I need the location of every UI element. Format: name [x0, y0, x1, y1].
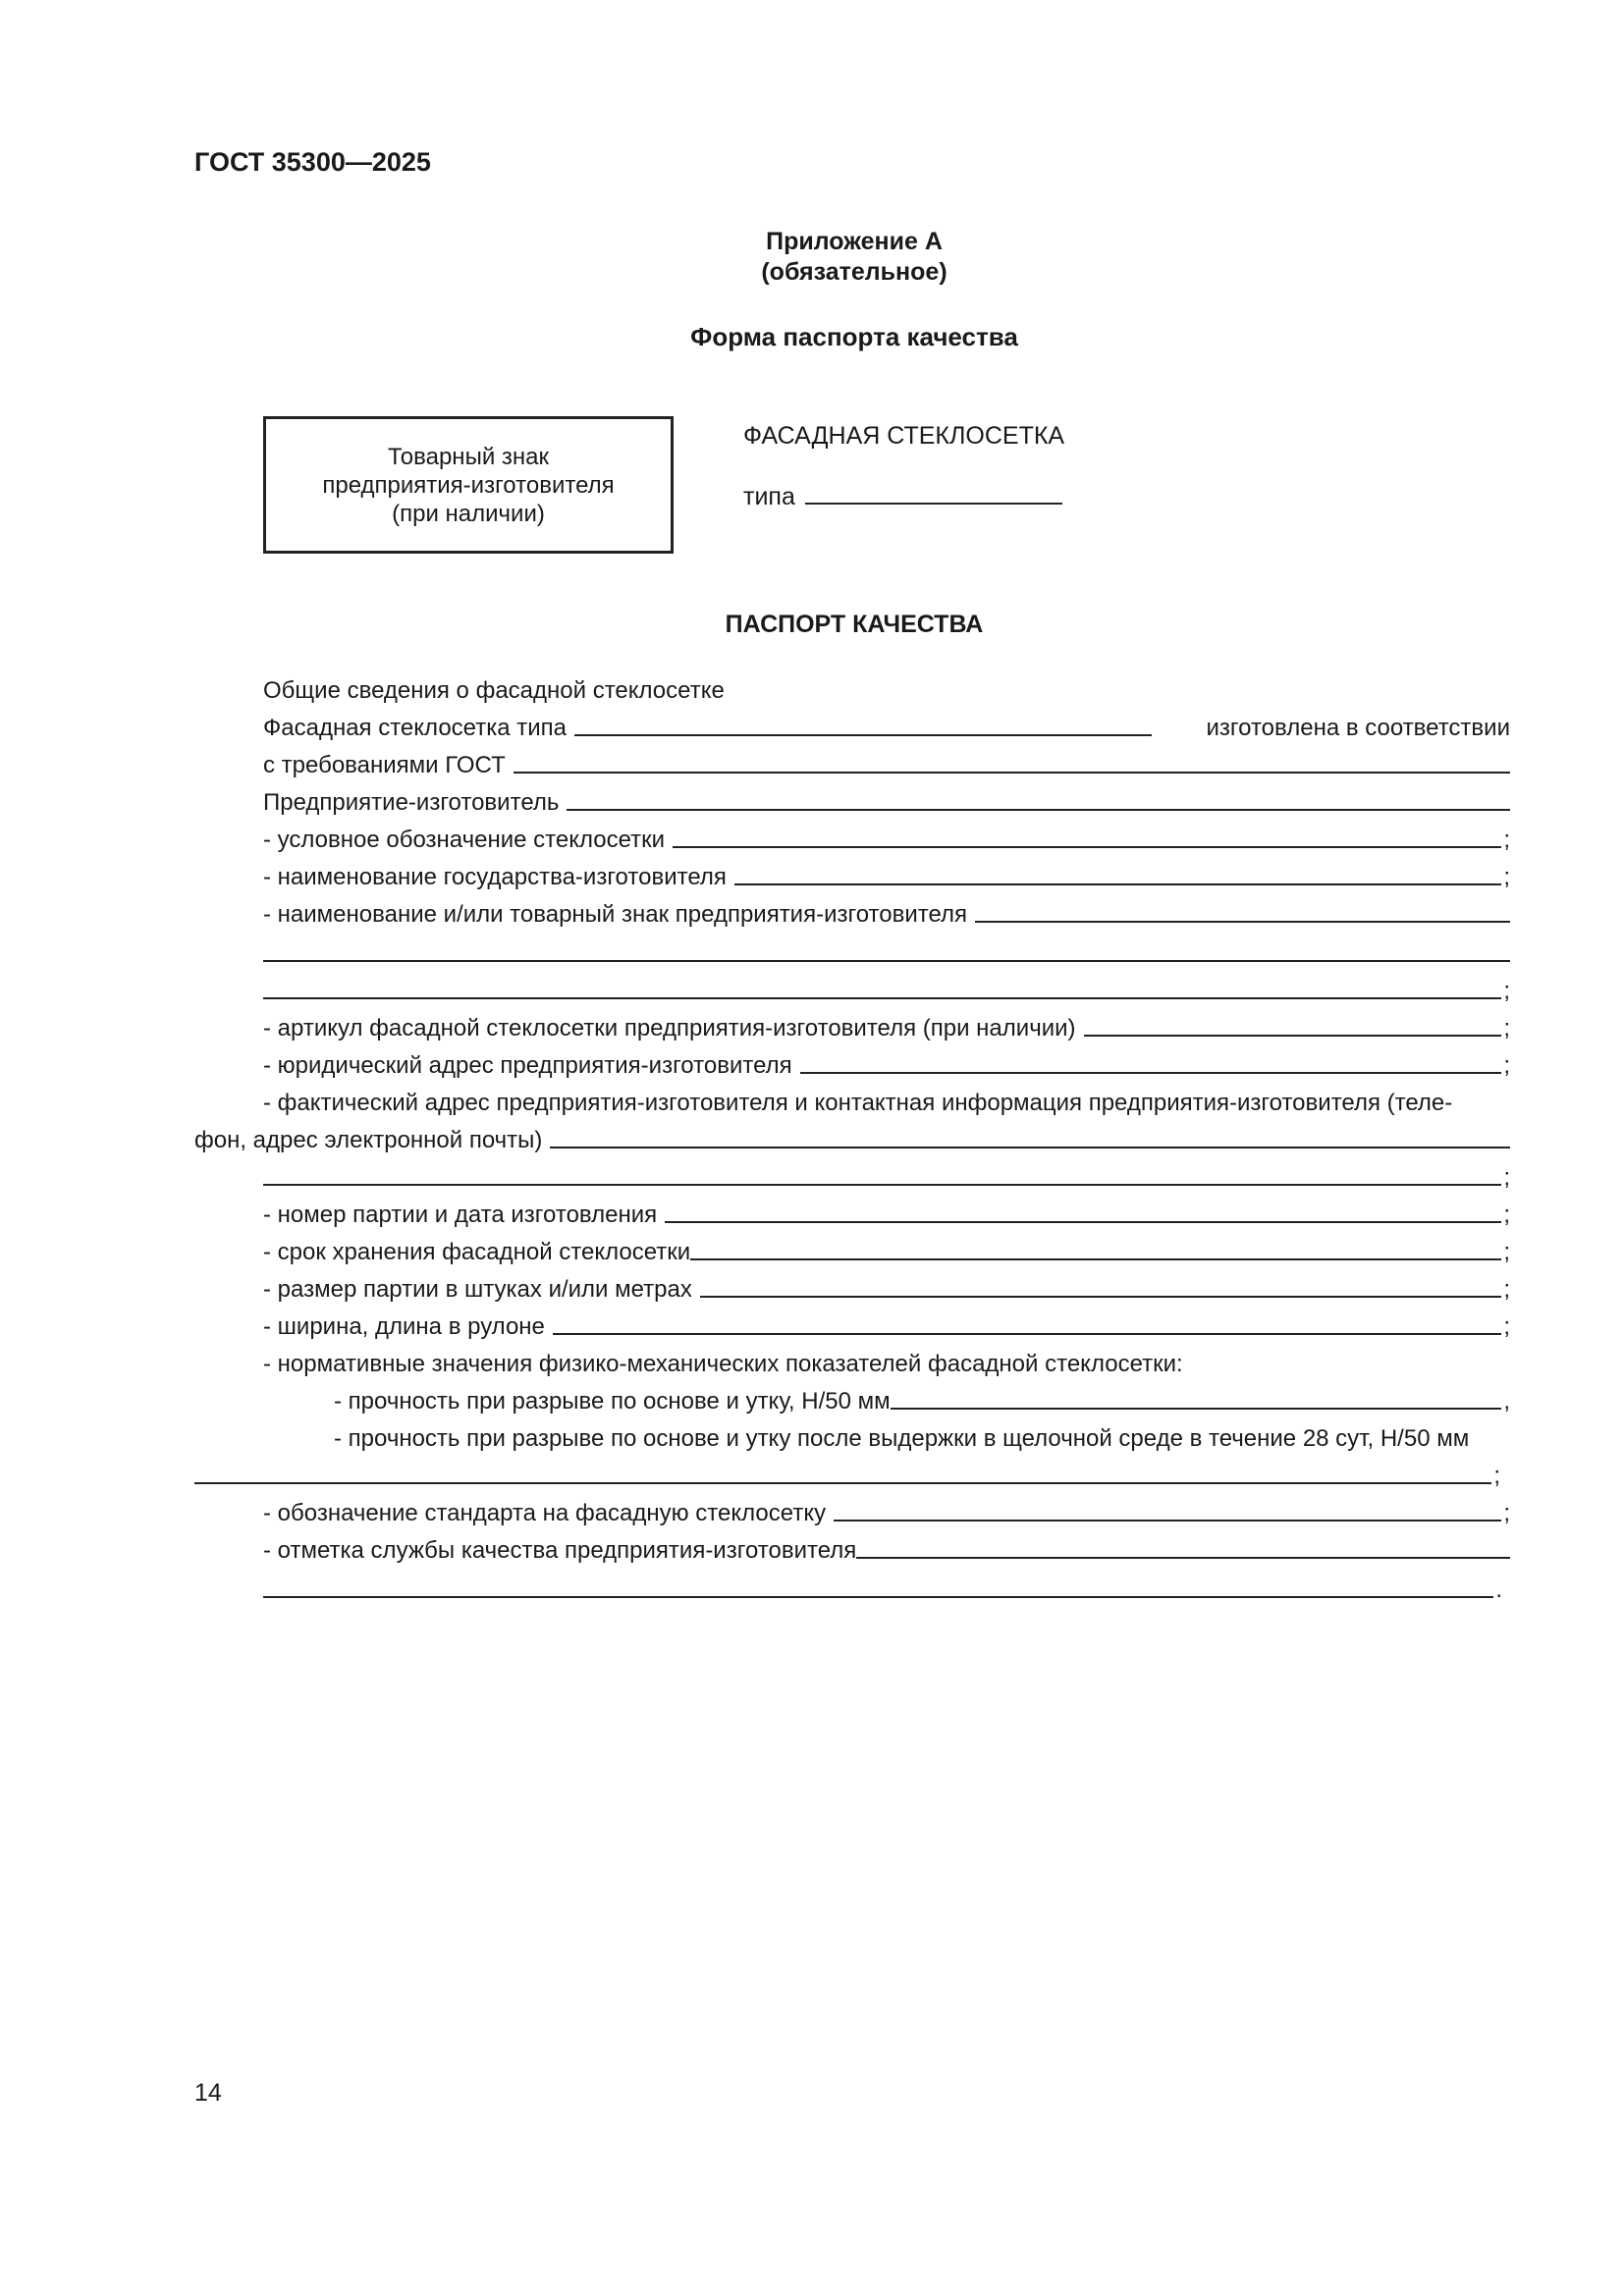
actual-address-field-2[interactable]	[263, 1184, 1501, 1186]
trade-name-label: - наименование и/или товарный знак предприятия-изготовителя	[263, 901, 968, 928]
country-label: - наименование государства-изготовителя	[263, 864, 727, 890]
strength-alkali-label: - прочность при разрыве по основе и утку после выдержки в щелочной среде в течение 28 сут, Н/50 мм	[334, 1425, 1470, 1452]
trademark-box	[263, 416, 674, 554]
product-type	[743, 481, 1062, 511]
product-type-label: типа	[743, 483, 795, 510]
strength-alkali-row-2	[194, 1457, 1500, 1490]
article-end: ;	[1503, 1015, 1510, 1041]
article-label: - артикул фасадной стеклосетки предприятия-изготовителя (при наличии)	[263, 1015, 1076, 1041]
actual-address-row	[263, 1084, 1510, 1117]
made-per-label: изготовлена в соответствии	[1206, 715, 1510, 741]
legal-address-field[interactable]	[800, 1072, 1502, 1074]
legal-address-label: - юридический адрес предприятия-изготовителя	[263, 1052, 792, 1079]
shelf-life-row	[263, 1233, 1510, 1266]
strength-alkali-field[interactable]	[194, 1482, 1491, 1484]
normative-label: - нормативные значения физико-механических показателей фасадной стеклосетки:	[263, 1351, 1183, 1377]
trade-name-field-2[interactable]	[263, 960, 1510, 962]
gost-label: с требованиями ГОСТ	[263, 752, 506, 778]
designation-label: - условное обозначение стеклосетки	[263, 827, 666, 853]
legal-address-row	[263, 1046, 1510, 1080]
actual-address-end: ;	[1503, 1164, 1510, 1191]
roll-size-label: - ширина, длина в рулоне	[263, 1313, 545, 1340]
batch-row	[263, 1196, 1510, 1229]
article-row	[263, 1009, 1510, 1042]
strength-end: ,	[1503, 1388, 1510, 1415]
page-number: 14	[194, 2079, 222, 2107]
standard-designation-label: - обозначение стандарта на фасадную стеклосетку	[263, 1500, 827, 1526]
article-field[interactable]	[1084, 1035, 1502, 1037]
country-row	[263, 858, 1510, 891]
type-field[interactable]	[574, 734, 1152, 736]
qc-mark-row	[263, 1531, 1510, 1565]
strength-label: - прочность при разрыве по основе и утку, Н/50 мм	[334, 1388, 891, 1415]
passport-title: ПАСПОРТ КАЧЕСТВА	[725, 611, 984, 638]
roll-size-row	[263, 1308, 1510, 1341]
designation-field[interactable]	[673, 846, 1501, 848]
trademark-line-3: (при наличии)	[392, 500, 545, 527]
strength-alkali-end: ;	[1493, 1463, 1500, 1489]
batch-size-row	[263, 1270, 1510, 1304]
gost-row	[263, 746, 1510, 779]
strength-alkali-row	[334, 1419, 1510, 1453]
qc-mark-label: - отметка службы качества предприятия-изготовителя	[263, 1537, 857, 1564]
qc-mark-end: .	[1495, 1576, 1502, 1603]
manufacturer-row	[263, 783, 1510, 817]
manufacturer-field[interactable]	[567, 809, 1510, 811]
actual-address-field[interactable]	[550, 1147, 1510, 1148]
qc-mark-field-2[interactable]	[263, 1596, 1493, 1598]
trade-name-field[interactable]	[975, 921, 1510, 923]
trade-name-field-3[interactable]	[263, 997, 1501, 999]
batch-size-field[interactable]	[700, 1296, 1501, 1298]
batch-end: ;	[1503, 1201, 1510, 1228]
shelf-life-label: - срок хранения фасадной стеклосетки	[263, 1239, 691, 1265]
batch-label: - номер партии и дата изготовления	[263, 1201, 658, 1228]
product-type-field[interactable]	[805, 481, 1062, 505]
batch-size-end: ;	[1503, 1276, 1510, 1303]
standard-designation-row	[263, 1494, 1510, 1527]
standard-designation-end: ;	[1503, 1500, 1510, 1526]
designation-row	[263, 821, 1510, 854]
general-info-label: Общие сведения о фасадной стеклосетке	[263, 677, 725, 704]
trade-name-end: ;	[1503, 978, 1510, 1004]
legal-address-end: ;	[1503, 1052, 1510, 1079]
product-name: ФАСАДНАЯ СТЕКЛОСЕТКА	[743, 422, 1065, 450]
general-info-row	[263, 671, 1510, 705]
roll-size-end: ;	[1503, 1313, 1510, 1340]
qc-mark-field[interactable]	[856, 1557, 1510, 1559]
trademark-line-1: Товарный знак	[388, 443, 549, 470]
trademark-line-2: предприятия-изготовителя	[322, 471, 615, 499]
standard-designation-field[interactable]	[834, 1520, 1501, 1522]
normative-row	[263, 1345, 1510, 1378]
country-end: ;	[1503, 864, 1510, 890]
actual-address-row-2	[194, 1121, 1510, 1154]
actual-address-label-1: - фактический адрес предприятия-изготовителя и контактная информация предприятия-изготовителя (теле-	[263, 1090, 1453, 1116]
strength-field[interactable]	[891, 1408, 1502, 1410]
roll-size-field[interactable]	[553, 1333, 1501, 1335]
country-field[interactable]	[734, 883, 1501, 885]
actual-address-label-2: фон, адрес электронной почты)	[194, 1127, 543, 1153]
manufacturer-label: Предприятие-изготовитель	[263, 789, 560, 816]
gost-field[interactable]	[514, 772, 1510, 774]
trade-name-row-2	[263, 934, 1510, 968]
qc-mark-row-2	[263, 1571, 1502, 1604]
type-label: Фасадная стеклосетка типа	[263, 715, 567, 741]
type-row	[263, 709, 1510, 742]
appendix-title: Приложение А	[766, 228, 943, 255]
shelf-life-field[interactable]	[690, 1258, 1501, 1260]
standard-number: ГОСТ 35300—2025	[194, 147, 431, 177]
strength-row	[334, 1382, 1510, 1415]
batch-size-label: - размер партии в штуках и/или метрах	[263, 1276, 692, 1303]
actual-address-row-3	[263, 1158, 1510, 1192]
shelf-life-end: ;	[1503, 1239, 1510, 1265]
form-title: Форма паспорта качества	[690, 322, 1018, 351]
trade-name-row	[263, 895, 1510, 929]
trade-name-row-3	[263, 972, 1510, 1005]
appendix-status: (обязательное)	[761, 258, 947, 286]
designation-end: ;	[1503, 827, 1510, 853]
batch-field[interactable]	[665, 1221, 1501, 1223]
